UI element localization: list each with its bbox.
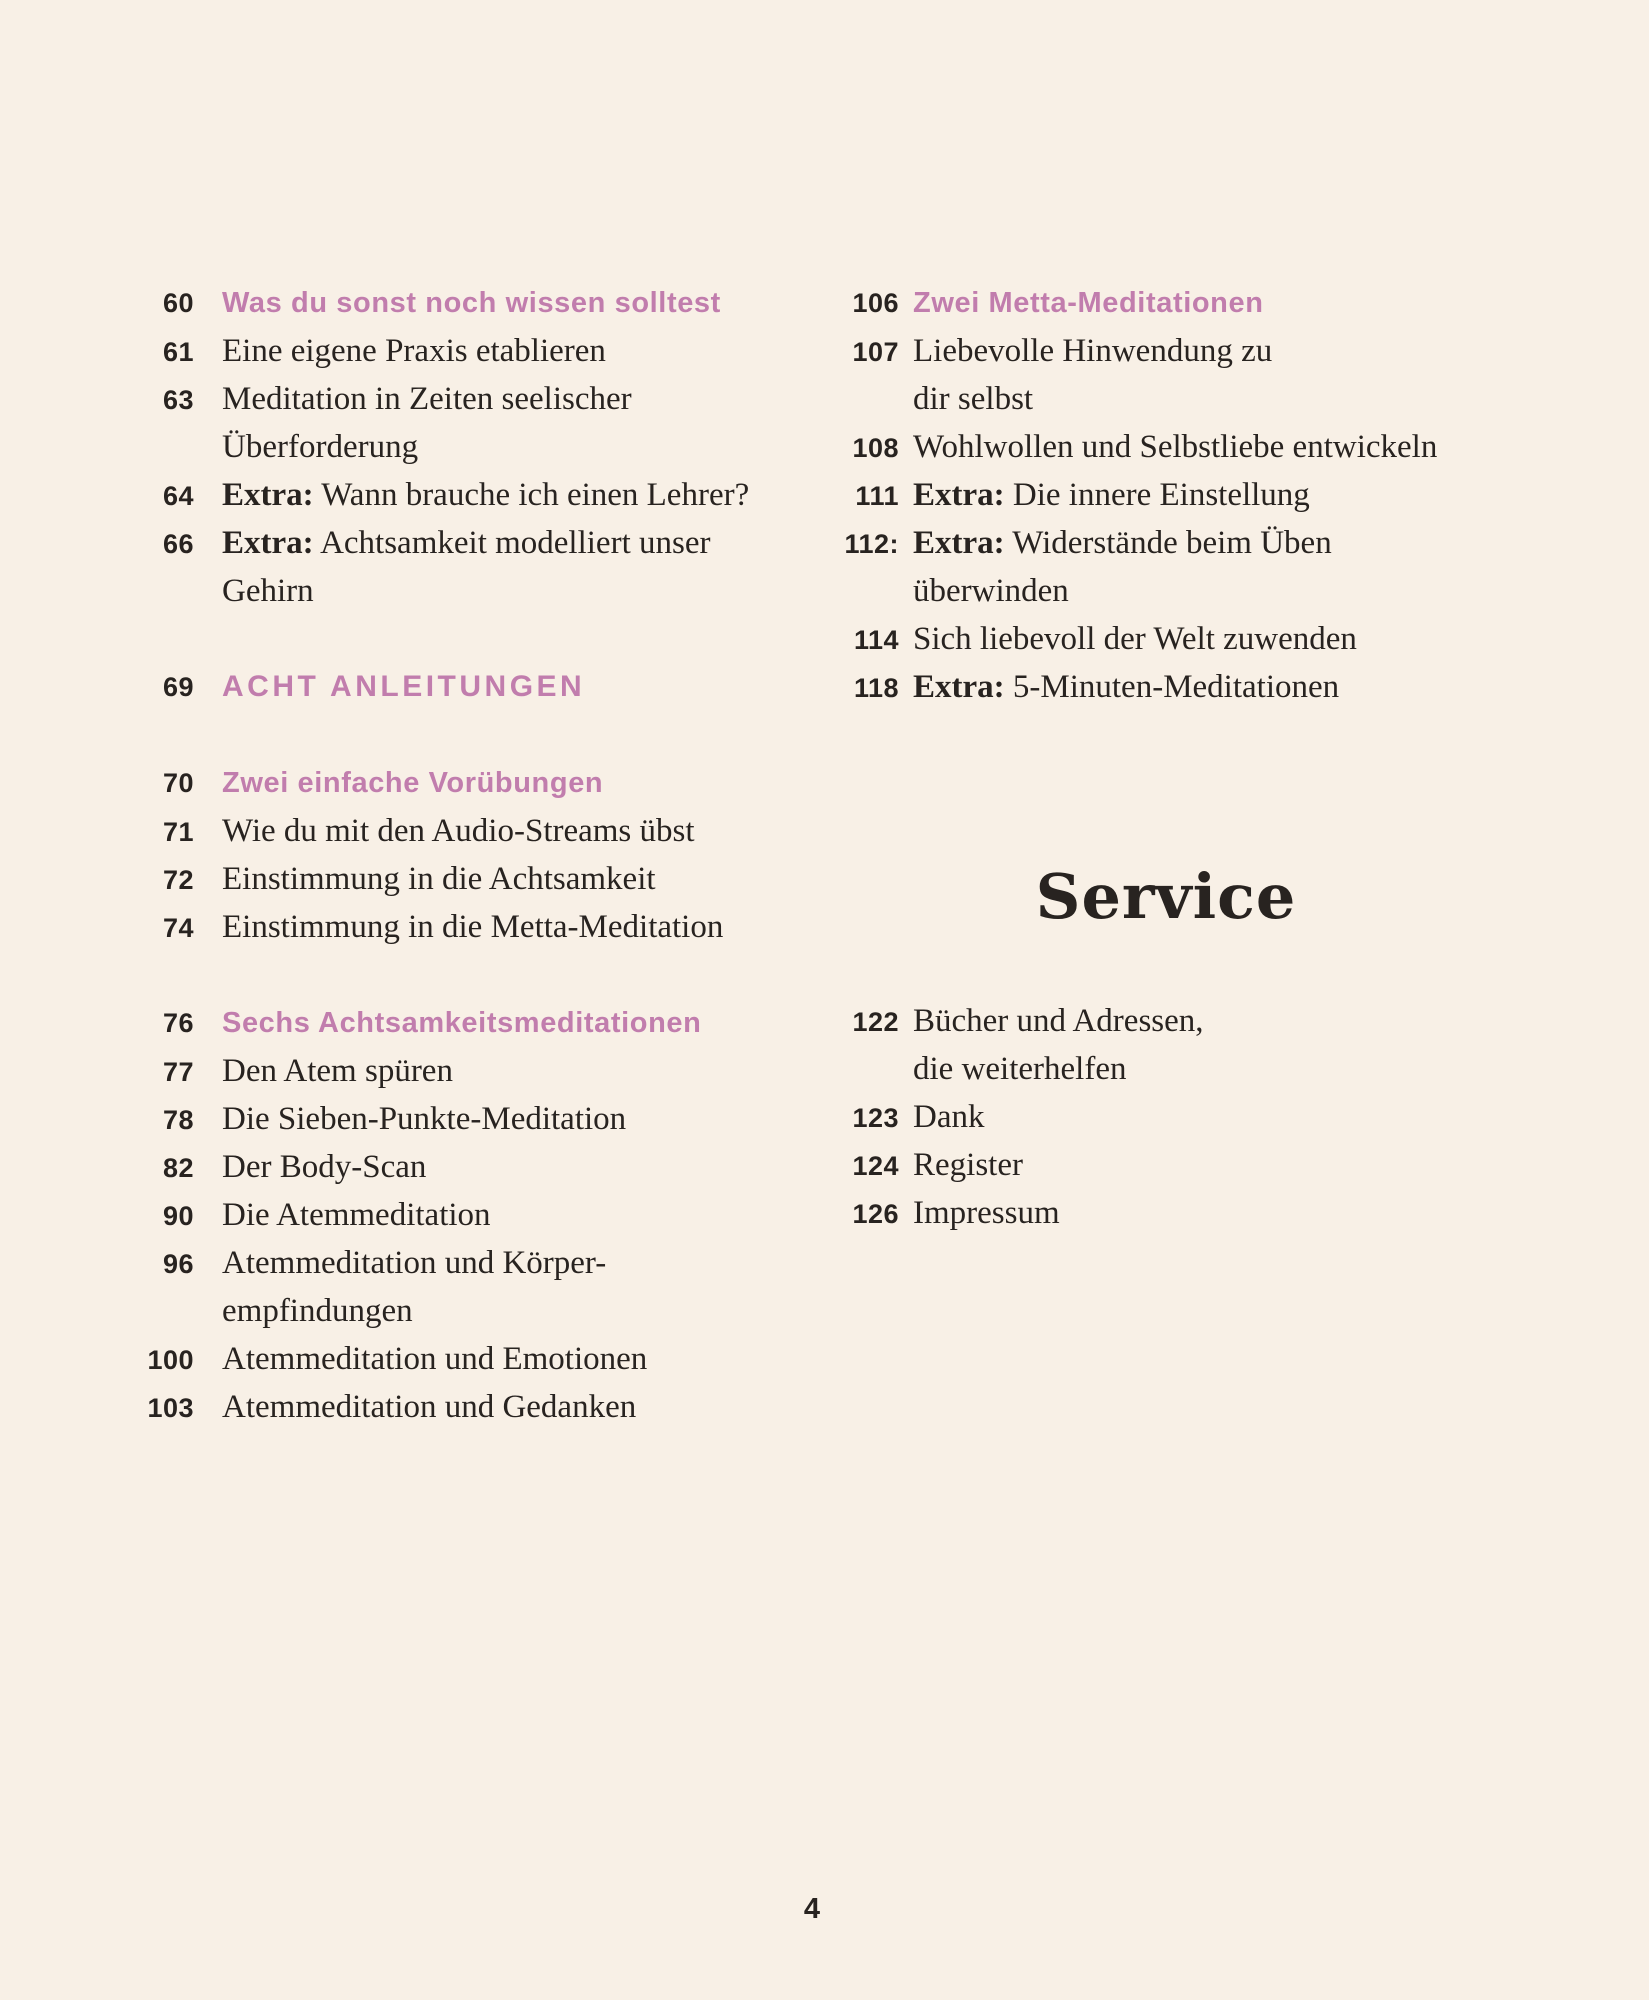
toc-page-number: 96	[162, 1249, 194, 1279]
toc-page-number: 103	[147, 1393, 194, 1423]
toc-row	[823, 1141, 1543, 1189]
toc-entry-title: die weiterhelfen	[913, 1051, 1127, 1087]
toc-entry-title: Eine eigene Praxis etablieren	[222, 333, 606, 369]
toc-entry-prefix: Extra:	[222, 525, 314, 561]
page-number: 4	[803, 1893, 821, 1925]
toc-row	[0, 1095, 790, 1143]
toc-row	[0, 327, 790, 375]
toc-row	[0, 1191, 790, 1239]
toc-page-number: 114	[853, 625, 899, 655]
toc-page-number: 90	[162, 1201, 194, 1231]
toc-entry-title: Die Sieben-Punkte-Meditation	[222, 1101, 627, 1137]
toc-right-column-bottom	[823, 997, 1543, 1237]
toc-page-number: 74	[162, 913, 194, 943]
toc-row	[823, 327, 1543, 375]
toc-row	[823, 615, 1543, 663]
toc-row	[823, 1093, 1543, 1141]
toc-row	[0, 279, 790, 327]
toc-entry-title: Überforderung	[222, 429, 419, 465]
toc-entry-title: Bücher und Adressen,	[913, 1003, 1204, 1039]
toc-entry-title: empfindungen	[222, 1293, 413, 1329]
toc-page-number: 71	[162, 817, 194, 847]
toc-page-number: 100	[147, 1345, 194, 1375]
toc-section-spacer	[0, 711, 790, 759]
toc-row	[0, 1047, 790, 1095]
toc-entry-title: Einstimmung in die Achtsamkeit	[222, 861, 656, 897]
toc-entry-title: Extra: Die innere Einstellung	[913, 477, 1310, 513]
toc-page-number: 77	[162, 1057, 194, 1087]
toc-entry-title: Den Atem spüren	[222, 1053, 453, 1089]
toc-page-number: 82	[162, 1153, 194, 1183]
toc-entry-title: Impressum	[913, 1195, 1060, 1231]
toc-page-number: 78	[162, 1105, 194, 1135]
toc-page-number: 107	[852, 337, 899, 367]
toc-row	[0, 1239, 790, 1287]
toc-entry-title: Gehirn	[222, 573, 314, 609]
toc-row	[823, 423, 1543, 471]
toc-page-number: 106	[852, 288, 899, 318]
toc-entry-title: Register	[913, 1147, 1023, 1183]
toc-page-number: 124	[852, 1151, 899, 1181]
toc-row	[0, 903, 790, 951]
toc-row-continuation	[0, 423, 790, 471]
toc-entry-prefix: Extra:	[222, 477, 314, 513]
toc-entry-title: Sechs Achtsamkeitsmeditationen	[222, 1007, 702, 1039]
toc-page-number: 60	[162, 288, 194, 318]
toc-entry-title: Was du sonst noch wissen solltest	[222, 287, 721, 319]
service-heading: Service	[1035, 860, 1297, 933]
toc-entry-prefix: Extra:	[913, 477, 1005, 513]
toc-entry-title: Wohlwollen und Selbstliebe entwickeln	[913, 429, 1438, 465]
toc-row	[823, 1189, 1543, 1237]
toc-entry-title: Atemmeditation und Gedanken	[222, 1389, 637, 1425]
toc-page-number: 108	[852, 433, 899, 463]
toc-row	[0, 1143, 790, 1191]
toc-page-number: 64	[162, 481, 194, 511]
toc-row	[0, 663, 790, 711]
toc-row	[823, 997, 1543, 1045]
toc-entry-title: Einstimmung in die Metta-Meditation	[222, 909, 724, 945]
toc-entry-title: Extra: Widerstände beim Üben	[913, 525, 1332, 561]
toc-row	[0, 807, 790, 855]
toc-entry-title: dir selbst	[913, 381, 1034, 417]
toc-entry-title: ACHT ANLEITUNGEN	[222, 670, 586, 703]
toc-row	[0, 375, 790, 423]
toc-page-number: 66	[162, 529, 194, 559]
toc-entry-title: Zwei einfache Vorübungen	[222, 767, 604, 799]
toc-entry-title: Die Atemmeditation	[222, 1197, 491, 1233]
toc-entry-title: Zwei Metta-Meditationen	[913, 287, 1264, 319]
toc-entry-title: Meditation in Zeiten seelischer	[222, 381, 632, 417]
toc-row	[0, 855, 790, 903]
toc-page-number: 76	[162, 1008, 194, 1038]
toc-row	[0, 519, 790, 567]
toc-left-column	[0, 279, 790, 1431]
toc-page-number: 63	[162, 385, 194, 415]
toc-entry-title: Liebevolle Hinwendung zu	[913, 333, 1273, 369]
toc-page-number: 122	[852, 1007, 899, 1037]
toc-row-continuation	[823, 375, 1543, 423]
toc-entry-title: Atemmeditation und Emotionen	[222, 1341, 648, 1377]
toc-row	[0, 759, 790, 807]
toc-entry-title: Extra: Achtsamkeit modelliert unser	[222, 525, 711, 561]
toc-row	[823, 471, 1543, 519]
toc-entry-title: Atemmeditation und Körper-	[222, 1245, 607, 1281]
toc-entry-prefix: Extra:	[913, 669, 1005, 705]
toc-page-number: 70	[162, 768, 194, 798]
toc-page-number: 61	[162, 337, 194, 367]
toc-row-continuation	[0, 1287, 790, 1335]
toc-row	[823, 279, 1543, 327]
toc-entry-title: Wie du mit den Audio-Streams übst	[222, 813, 695, 849]
toc-row	[0, 1383, 790, 1431]
toc-row	[0, 471, 790, 519]
toc-entry-prefix: Extra:	[913, 525, 1005, 561]
toc-entry-title: Sich liebevoll der Welt zuwenden	[913, 621, 1357, 657]
toc-entry-title: Extra: 5-Minuten-Meditationen	[913, 669, 1340, 705]
toc-row	[823, 663, 1543, 711]
toc-row	[0, 1335, 790, 1383]
toc-row-continuation	[823, 1045, 1543, 1093]
toc-page-number: 123	[852, 1103, 899, 1133]
toc-page-number: 69	[162, 672, 194, 702]
toc-entry-title: Dank	[913, 1099, 985, 1135]
toc-section-spacer	[0, 951, 790, 999]
toc-page-number: 112:	[844, 529, 899, 559]
toc-row-continuation	[823, 567, 1543, 615]
toc-entry-title: Extra: Wann brauche ich einen Lehrer?	[222, 477, 750, 513]
toc-entry-title: überwinden	[913, 573, 1069, 609]
toc-entry-title: Der Body-Scan	[222, 1149, 427, 1185]
toc-page-number: 72	[162, 865, 194, 895]
toc-page-number: 118	[853, 673, 899, 703]
toc-row	[823, 519, 1543, 567]
toc-right-column-top	[823, 279, 1543, 711]
toc-section-spacer	[0, 615, 790, 663]
toc-row-continuation	[0, 567, 790, 615]
toc-row	[0, 999, 790, 1047]
toc-page-number: 111	[855, 481, 899, 511]
toc-page-number: 126	[852, 1199, 899, 1229]
